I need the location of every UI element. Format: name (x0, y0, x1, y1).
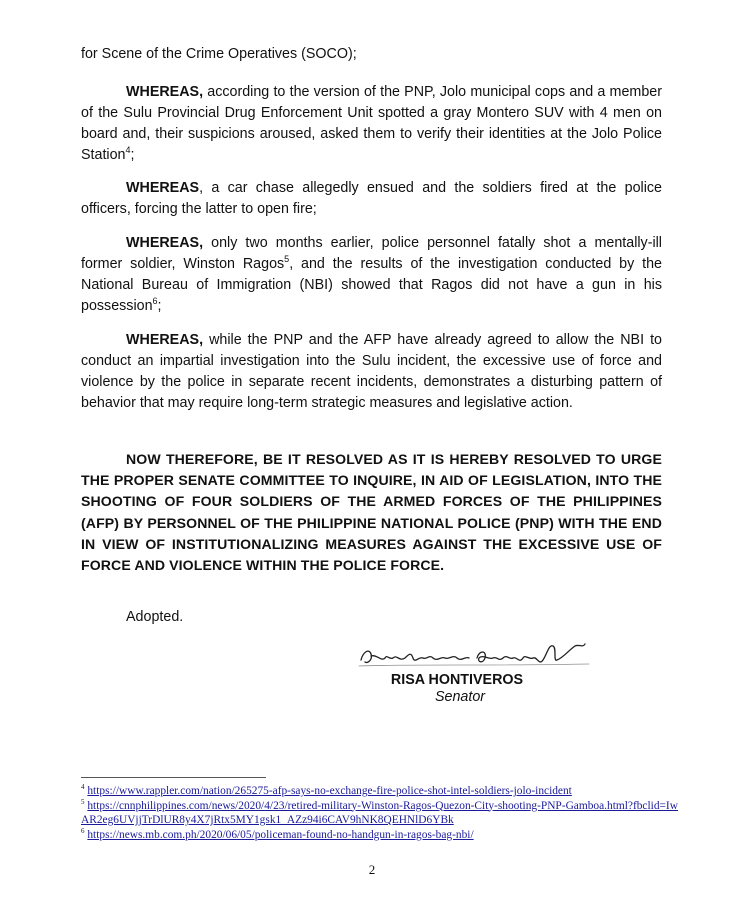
footnote-ref-4[interactable]: 4 (125, 145, 131, 156)
paragraph-text-continued: , and the results of the investigation conducted by the National Bureau of Immigration (NBI) showed that Ragos did not have a gun in his possession (81, 256, 662, 314)
footnote-link[interactable]: https://cnnphilippines.com/news/2020/4/23/retired-military-Winston-Ragos-Quezon-City-shooting-PNP-Gamboa.html?fbclid=IwAR2eg6UVjjTrDlUR8y4X7jRtx5MY1gsk1_AZz94i6CAV9hNK8QEHNlD6YBk (81, 799, 678, 826)
paragraph-text: only two months earlier, police personnel fatally shot a mentally-ill former soldier, Winston Ragos (81, 235, 662, 272)
whereas-keyword: WHEREAS (126, 180, 200, 196)
paragraph-text: , a car chase allegedly ensued and the soldiers fired at the police officers, forcing the latter to open fire; (81, 180, 662, 217)
paragraph-text: according to the version of the PNP, Jolo municipal cops and a member of the Sulu Provincial Drug Enforcement Unit spotted a gray Montero SUV with 4 men on board and, their suspicions aroused, asked them to verify their identities at the Jolo Police Station (81, 84, 662, 163)
footnote-ref-6[interactable]: 6 (152, 296, 158, 307)
whereas-paragraph-2 (81, 178, 662, 220)
paragraph-tail: ; (157, 298, 162, 314)
whereas-paragraph-4 (81, 330, 662, 414)
footnote-link[interactable]: https://www.rappler.com/nation/265275-afp-says-no-exchange-fire-police-shot-intel-soldiers-jolo-incident (87, 785, 572, 797)
footnote-link[interactable]: https://news.mb.com.ph/2020/06/05/policeman-found-no-handgun-in-ragos-bag-nbi/ (87, 828, 474, 841)
footnote-number: 6 (81, 826, 85, 835)
resolution-text: NOW THEREFORE, BE IT RESOLVED AS IT IS HEREBY RESOLVED TO URGE THE PROPER SENATE COMMITTEE TO INQUIRE, IN AID OF LEGISLATION, INTO THE SHOOTING OF FOUR SOLDIERS OF THE ARMED FORCES OF THE PHILIPPINES (AFP) BY PERSONNEL OF THE PHILIPPINE NATIONAL POLICE (PNP) WITH THE END IN VIEW OF INSTITUTIONALIZING MEASURES AGAINST THE EXCESSIVE USE OF FORCE AND VIOLENCE WITHIN THE POLICE FORCE. (81, 451, 662, 574)
whereas-keyword: WHEREAS, (126, 235, 204, 251)
whereas-paragraph-3 (81, 233, 662, 317)
page-number: 2 (368, 862, 376, 877)
adopted-label: Adopted. (126, 609, 184, 625)
footnote-number: 4 (81, 783, 85, 792)
footnote-number: 5 (81, 797, 85, 806)
footnote-4 (81, 784, 681, 799)
paragraph-text: while the PNP and the AFP have already agreed to allow the NBI to conduct an impartial investigation into the Sulu incident, the excessive use of force and violence by the police in separate recent incidents, demonstrates a disturbing pattern of behavior that may require long-term strategic measures and legislative action. (81, 332, 662, 411)
footnotes-section (81, 784, 681, 842)
footnote-divider (81, 777, 266, 778)
whereas-paragraph-1 (81, 82, 662, 166)
whereas-keyword: WHEREAS, (126, 332, 204, 348)
footnote-ref-5[interactable]: 5 (284, 254, 290, 265)
whereas-keyword: WHEREAS, (126, 84, 204, 100)
resolution-clause (81, 449, 662, 576)
signature-image (353, 636, 593, 676)
signatory-name: RISA HONTIVEROS (390, 672, 524, 688)
signatory-title: Senator (434, 689, 486, 705)
opening-line: for Scene of the Crime Operatives (SOCO); (81, 46, 357, 62)
footnote-5 (81, 799, 681, 828)
paragraph-tail: ; (130, 147, 135, 163)
footnote-6 (81, 828, 681, 843)
